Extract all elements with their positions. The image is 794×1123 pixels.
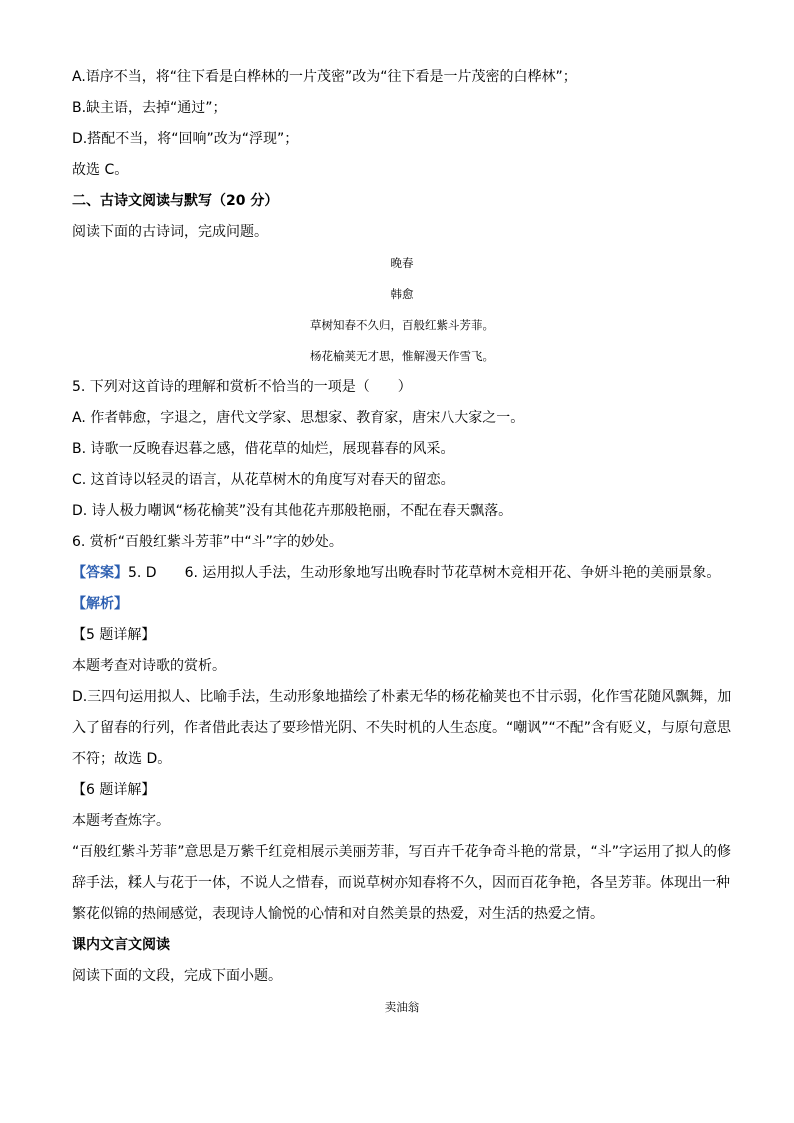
- question-5: 5. 下列对这首诗的理解和赏析不恰当的一项是（ ）: [72, 379, 412, 395]
- q6-detail-paragraph: “百般红紫斗芳菲”意思是万紫千红竞相展示美丽芳菲，写百卉千花争奇斗艳的常景，“斗”字运用了拟人的修辞手法，糅人与花于一体，不说人之惜春，而说草树亦知春将不久，因而百花争艳，各呈芳菲。体现出一种繁花似锦的热闹感觉，表现诗人愉悦的心情和对自然美景的热爱，对生活的热爱之情。: [72, 844, 732, 922]
- answer-line: [72, 558, 732, 589]
- text-line: 故选 C。: [72, 162, 129, 178]
- analysis-tag: 【解析】: [72, 596, 128, 612]
- document-page: [72, 62, 732, 1023]
- question-6: 6. 赏析“百般红紫斗芳菲”中“斗”字的妙处。: [72, 534, 343, 550]
- text-line: 本题考查对诗歌的赏析。: [72, 658, 226, 674]
- q6-detail-heading: 【6 题详解】: [72, 782, 156, 798]
- poem-author: 韩愈: [390, 287, 414, 301]
- instruction: 阅读下面的古诗词，完成问题。: [72, 224, 268, 240]
- instruction: 阅读下面的文段，完成下面小题。: [72, 968, 282, 984]
- text-line: D.搭配不当，将“回响”改为“浮现”；: [72, 131, 299, 147]
- option-a: A. 作者韩愈，字退之，唐代文学家、思想家、教育家，唐宋八大家之一。: [72, 410, 525, 426]
- option-c: C. 这首诗以轻灵的语言，从花草树木的角度写对春天的留恋。: [72, 472, 455, 488]
- answer-tag: 【答案】: [72, 565, 128, 581]
- option-b: B. 诗歌一反晚春迟暮之感，借花草的灿烂，展现暮春的风采。: [72, 441, 455, 457]
- q5-detail-paragraph: D.三四句运用拟人、比喻手法，生动形象地描绘了朴素无华的杨花榆荚也不甘示弱，化作雪花随风飘舞，加入了留春的行列，作者借此表达了要珍惜光阴、不失时机的人生态度。“嘲讽”“不配”含有贬义，与原句意思不符；故选 D。: [72, 689, 732, 767]
- poem-title: 晚春: [390, 256, 414, 270]
- q5-detail-heading: 【5 题详解】: [72, 627, 156, 643]
- answer-text: 5. D 6. 运用拟人手法，生动形象地写出晚春时节花草树木竞相开花、争妍斗艳的美丽景象。: [128, 565, 721, 581]
- passage-title: 卖油翁: [384, 1000, 420, 1014]
- text-line: 本题考查炼字。: [72, 813, 170, 829]
- section-heading: 二、古诗文阅读与默写（20 分）: [72, 193, 279, 209]
- section-heading: 课内文言文阅读: [72, 937, 170, 953]
- text-line: B.缺主语，去掉“通过”；: [72, 100, 227, 116]
- option-d: D. 诗人极力嘲讽“杨花榆荚”没有其他花卉那般艳丽，不配在春天飘落。: [72, 503, 513, 519]
- text-line: A.语序不当，将“往下看是白桦林的一片茂密”改为“往下看是一片茂密的白桦林”；: [72, 69, 577, 85]
- poem-line: 草树知春不久归，百般红紫斗芳菲。: [310, 318, 494, 332]
- poem-line: 杨花榆荚无才思，惟解漫天作雪飞。: [310, 349, 494, 363]
